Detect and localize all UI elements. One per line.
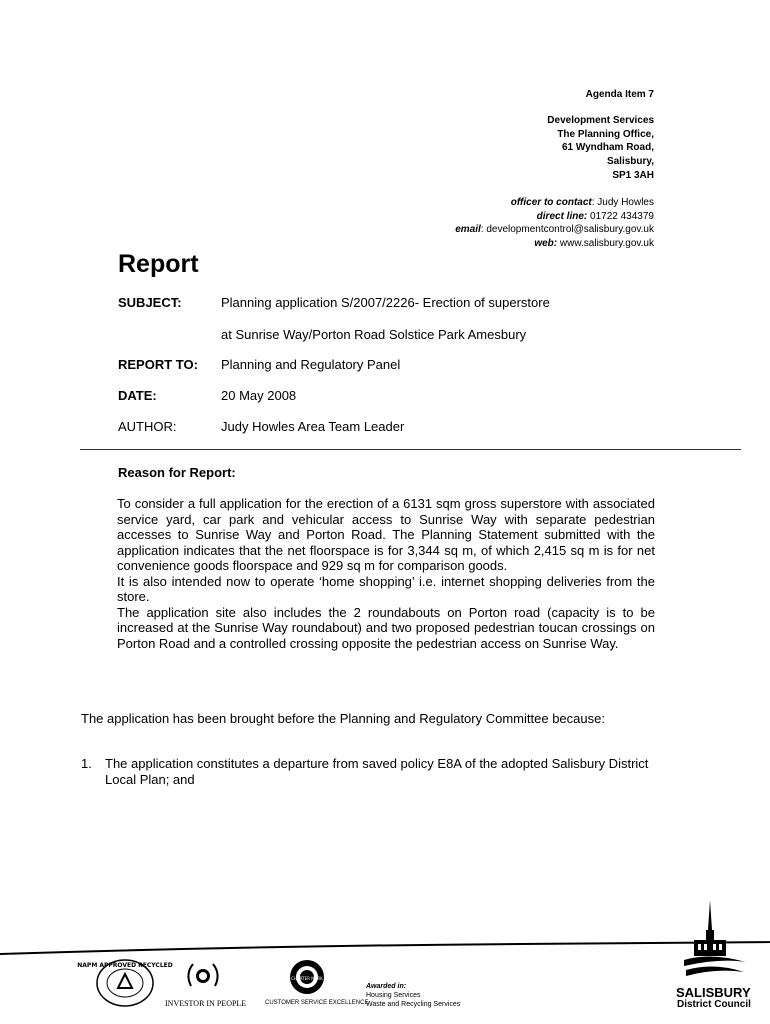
officer-value: Judy Howles: [597, 197, 654, 208]
council-sub: District Council: [677, 999, 751, 1010]
direct-value: 01722 434379: [590, 210, 654, 222]
author-label: AUTHOR:: [118, 419, 177, 434]
awarded-item: Waste and Recycling Services: [366, 1001, 461, 1008]
subject-value-2: at Sunrise Way/Porton Road Solstice Park Amesbury: [221, 327, 527, 342]
reason-paragraph: It is also intended now to operate ‘home shopping’ i.e. internet shopping deliveries from the store.: [117, 573, 655, 604]
reason-body: [117, 496, 655, 651]
reason-heading: Reason for Report:: [118, 465, 236, 480]
email-label: email: [455, 224, 481, 236]
awarded-block: [366, 982, 460, 1009]
email-colon: :: [480, 224, 487, 236]
napm-recycled-logo: [77, 958, 173, 1008]
address-line: The Planning Office,: [557, 128, 654, 140]
web-line: [455, 237, 654, 251]
subject-label: SUBJECT:: [118, 295, 182, 310]
address-line: Development Services: [547, 115, 654, 126]
intro-paragraph: The application has been brought before the Planning and Regulatory Committee because:: [81, 711, 605, 726]
svg-text:CHARTER MARK: CHARTER MARK: [291, 976, 323, 981]
council-name: SALISBURY: [676, 985, 751, 1000]
report-title: Report: [118, 250, 199, 278]
date-value: 20 May 2008: [221, 388, 297, 403]
address-line: Salisbury,: [606, 156, 654, 168]
email-value[interactable]: developmentcontrol@salisbury.gov.uk: [486, 224, 654, 236]
web-label: web:: [534, 238, 558, 250]
report-to-row: [118, 357, 658, 372]
author-row: [118, 419, 658, 434]
report-to-value: Planning and Regulatory Panel: [221, 357, 401, 372]
officer-line: [455, 196, 654, 210]
direct-label: direct line:: [536, 210, 588, 222]
report-to-label: REPORT TO:: [118, 357, 198, 372]
list-item: [81, 756, 655, 787]
investor-in-people-icon: [183, 956, 223, 996]
subject-row-2: [118, 327, 658, 342]
email-line: [455, 223, 654, 237]
svg-text:NAPM APPROVED RECYCLED: NAPM APPROVED RECYCLED: [77, 962, 173, 969]
divider: [80, 449, 741, 450]
date-label: DATE:: [118, 388, 157, 403]
subject-value: Planning application S/2007/2226- Erection of superstore: [221, 295, 550, 310]
author-value: Judy Howles Area Team Leader: [221, 419, 405, 434]
address-line: SP1 3AH: [612, 169, 654, 181]
charter-mark-logo: [288, 958, 326, 996]
direct-line: [455, 210, 654, 224]
awarded-item: Housing Services: [366, 992, 421, 999]
officer-colon: :: [591, 197, 598, 208]
address-block: [547, 114, 654, 183]
officer-label: officer to contact: [510, 197, 592, 208]
web-value[interactable]: www.salisbury.gov.uk: [559, 238, 654, 250]
awarded-title: Awarded in:: [366, 983, 407, 990]
subject-row: [118, 295, 658, 310]
salisbury-cathedral-logo: [680, 900, 750, 982]
reason-paragraph: To consider a full application for the erection of a 6131 sqm gross superstore with associated service yard, car park and vehicular access to Sunrise Way with separate pedestrian accesses to Sunrise Way and Porton Road. The Planning Statement submitted with the application indicates that the net floorspace is for 3,344 sq m, of which 2,415 sq m is for net convenience goods floorspace and 929 sq m for comparison goods.: [117, 496, 655, 573]
customer-service-label: CUSTOMER SERVICE EXCELLENCE: [265, 1000, 369, 1006]
list-text: The application constitutes a departure from saved policy E8A of the adopted Salisbury District Local Plan; and: [105, 756, 649, 787]
reason-paragraph: The application site also includes the 2 roundabouts on Porton road (capacity is to be increased at the Sunrise Way roundabout) and two proposed pedestrian toucan crossings on Porton Road and a controlled crossing opposite the pedestrian access on Sunrise Way.: [117, 604, 655, 651]
list-number: 1.: [81, 756, 92, 771]
address-line: 61 Wyndham Road,: [561, 142, 654, 154]
date-row: [118, 388, 658, 403]
investor-label: INVESTOR IN PEOPLE: [165, 999, 247, 1008]
contact-block: [455, 196, 654, 251]
agenda-item: Agenda Item 7: [585, 89, 654, 100]
